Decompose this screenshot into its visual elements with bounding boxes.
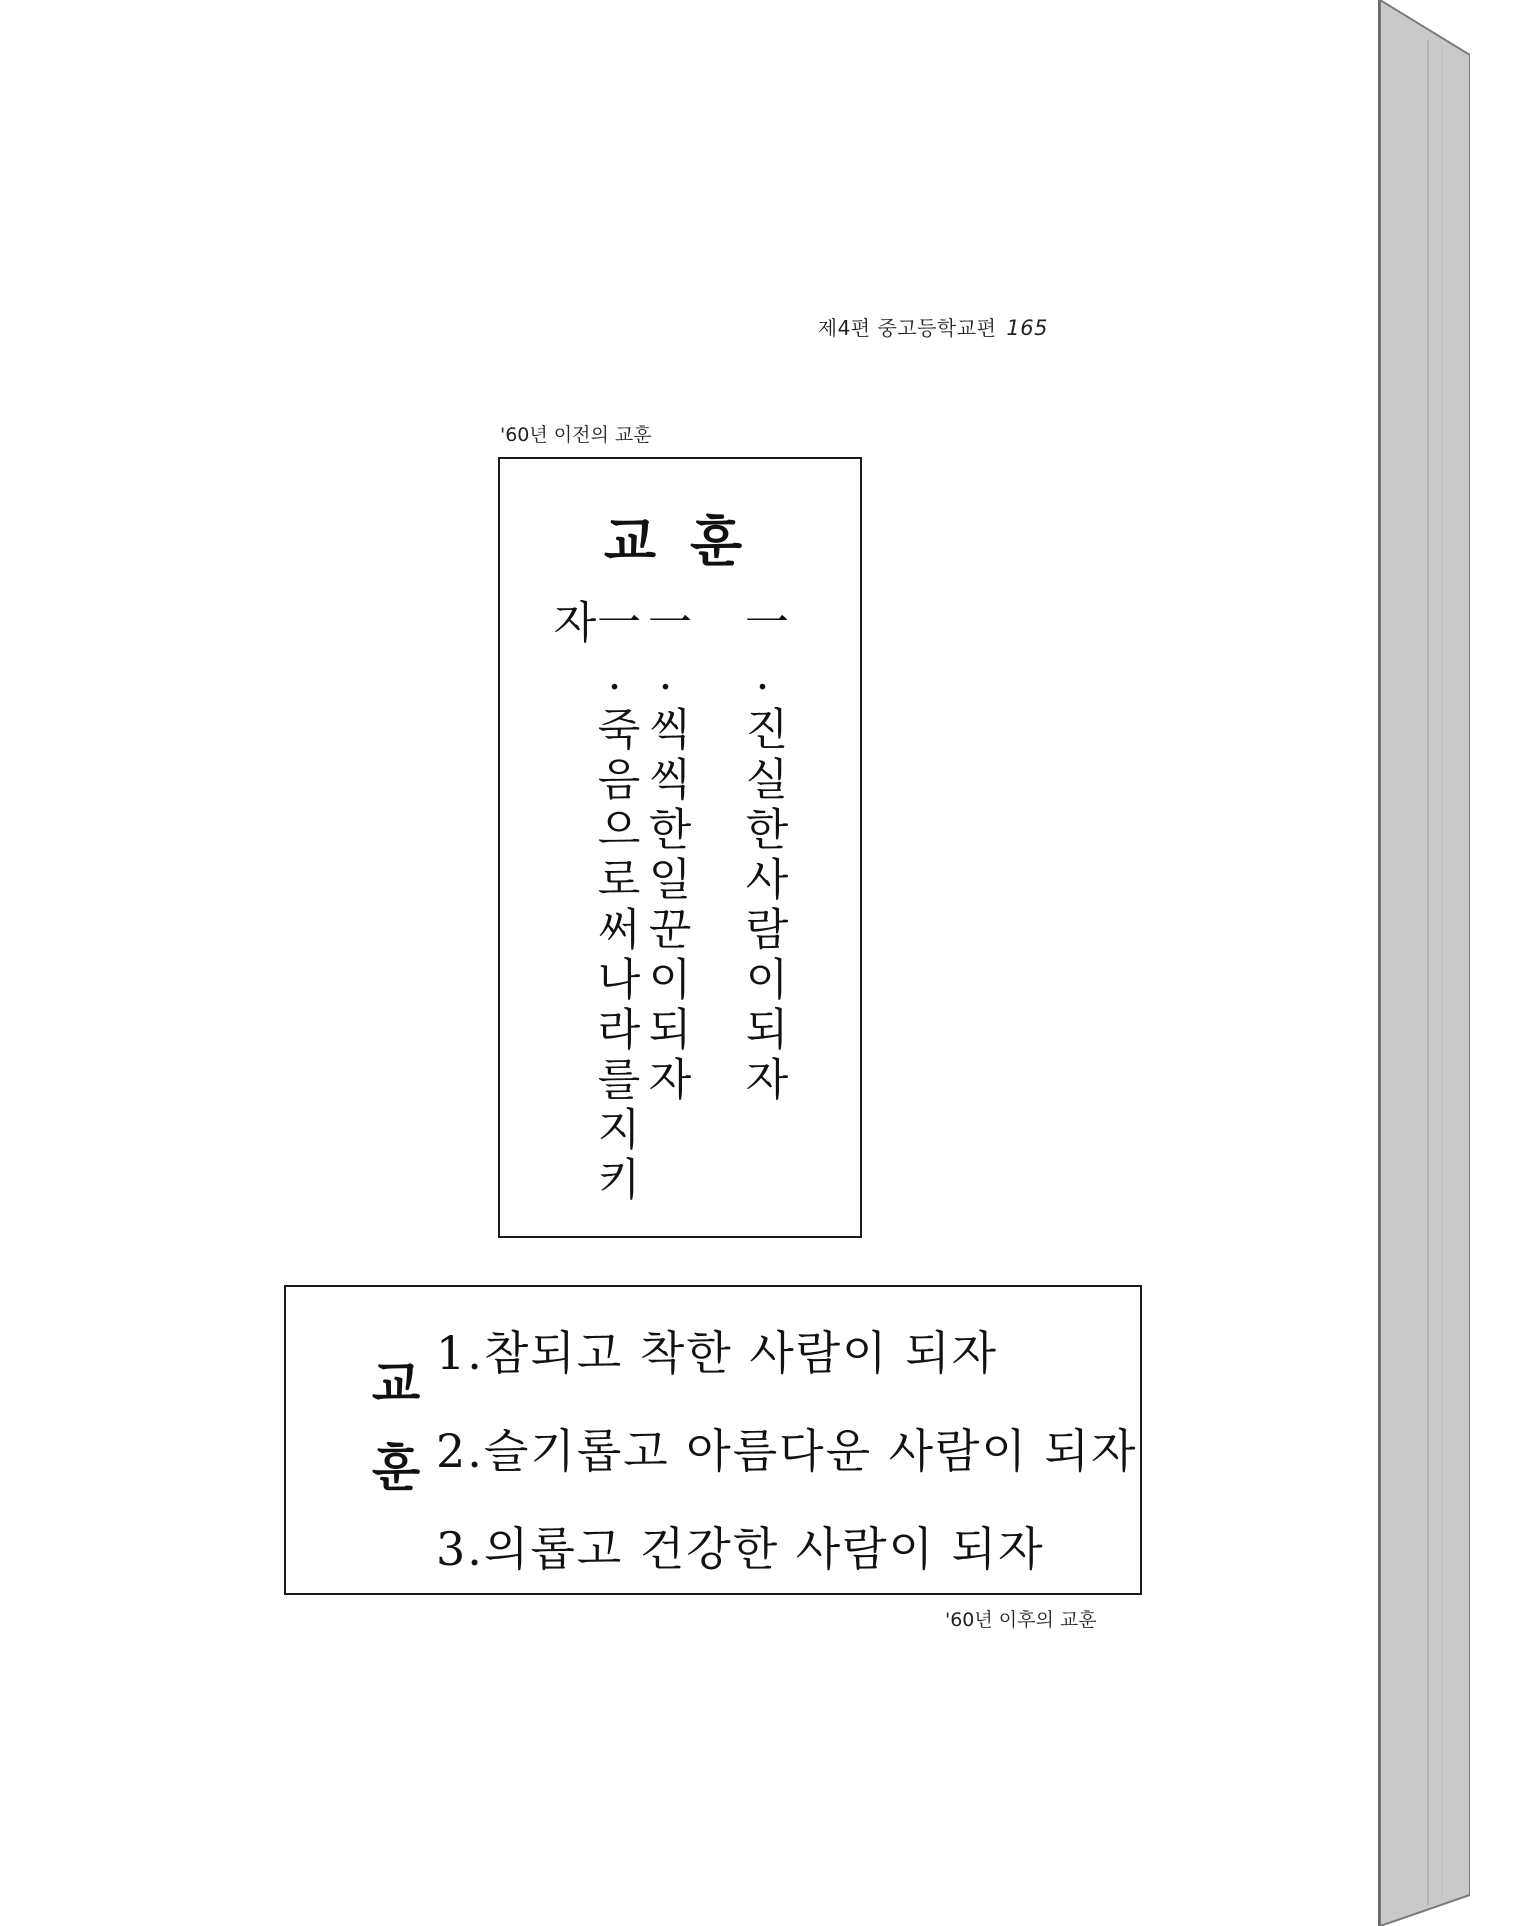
new-motto-line-3: 3.의롭고 건강한 사람이 되자 (436, 1522, 1045, 1576)
old-motto-line-3: 一.죽음으로써나라를지키자 (545, 599, 640, 1206)
old-motto-box (498, 457, 862, 1238)
page-number: 165 (1006, 316, 1048, 340)
book-thickness-edge (1380, 0, 1470, 1926)
old-motto-line-2: 一.씩씩한일꾼이되자 (640, 599, 691, 1106)
old-motto-caption: '60년 이전의 교훈 (500, 424, 652, 446)
new-motto-title: 교훈 (363, 1357, 422, 1525)
page-header (818, 312, 1048, 341)
new-motto-line-2: 2.슬기롭고 아름다운 사람이 되자 (436, 1424, 1138, 1478)
old-motto-title: 교훈 (603, 509, 777, 573)
new-motto-line-1: 1.참되고 착한 사람이 되자 (436, 1326, 999, 1380)
new-motto-box (284, 1285, 1142, 1595)
old-motto-line-1: 一.진실한사람이되자 (737, 599, 788, 1106)
new-motto-caption: '60년 이후의 교훈 (945, 1609, 1097, 1631)
section-title: 제4편 중고등학교편 (817, 316, 997, 340)
